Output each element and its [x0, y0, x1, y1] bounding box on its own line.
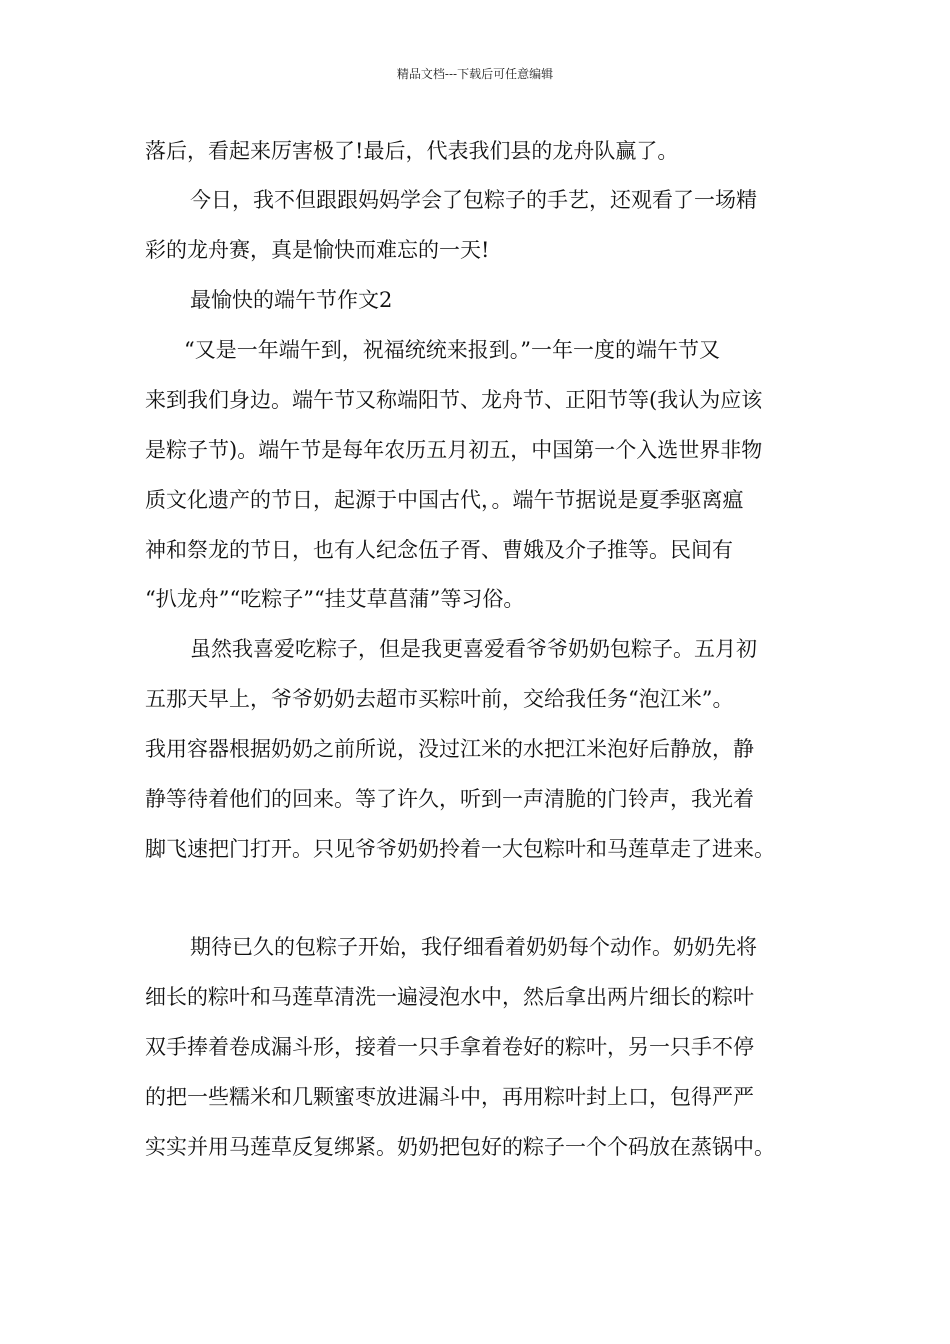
- text-line: 细长的粽叶和马莲草清洗一遍浸泡水中，然后拿出两片细长的粽叶: [145, 985, 754, 1009]
- text-line: 神和祭龙的节日，也有人纪念伍子胥、曹娥及介子推等。民间有: [145, 538, 733, 562]
- text-line: 的把一些糯米和几颗蜜枣放进漏斗中，再用粽叶封上口，包得严严: [145, 1085, 754, 1109]
- section-title: 最愉快的端午节作文2: [190, 288, 393, 312]
- text-line: 虽然我喜爱吃粽子，但是我更喜爱看爷爷奶奶包粽子。五月初: [190, 637, 757, 661]
- text-line: 静等待着他们的回来。等了许久，听到一声清脆的门铃声，我光着: [145, 787, 754, 811]
- text-line: 是粽子节)。端午节是每年农历五月初五，中国第一个入选世界非物: [145, 438, 763, 462]
- text-line: 今日，我不但跟跟妈妈学会了包粽子的手艺，还观看了一场精: [190, 188, 757, 212]
- text-line: 实实并用马莲草反复绑紧。奶奶把包好的粽子一个个码放在蒸锅中。: [145, 1135, 775, 1159]
- text-line: “扒龙舟”“吃粽子”“挂艾草菖蒲”等习俗。: [145, 587, 525, 611]
- text-line: 落后，看起来厉害极了!最后，代表我们县的龙舟队赢了。: [145, 139, 679, 163]
- page-header: 精品文档---下载后可任意编辑: [396, 67, 554, 81]
- text-line: 彩的龙舟赛，真是愉快而难忘的一天!: [145, 238, 490, 262]
- text-line: 来到我们身边。端午节又称端阳节、龙舟节、正阳节等(我认为应该: [145, 388, 763, 412]
- text-line: 质文化遗产的节日，起源于中国古代，。端午节据说是夏季驱离瘟: [145, 488, 744, 512]
- text-line: 我用容器根据奶奶之前所说，没过江米的水把江米泡好后静放，静: [145, 737, 754, 761]
- text-line: 期待已久的包粽子开始，我仔细看着奶奶每个动作。奶奶先将: [190, 935, 757, 959]
- text-line: 脚飞速把门打开。只见爷爷奶奶拎着一大包粽叶和马莲草走了进来。: [145, 837, 775, 861]
- text-line: 双手捧着卷成漏斗形，接着一只手拿着卷好的粽叶，另一只手不停: [145, 1035, 754, 1059]
- text-line: 五那天早上，爷爷奶奶去超市买粽叶前，交给我任务“泡江米”。: [145, 687, 734, 711]
- text-line: “又是一年端午到，祝福统统来报到。”一年一度的端午节又: [184, 338, 720, 362]
